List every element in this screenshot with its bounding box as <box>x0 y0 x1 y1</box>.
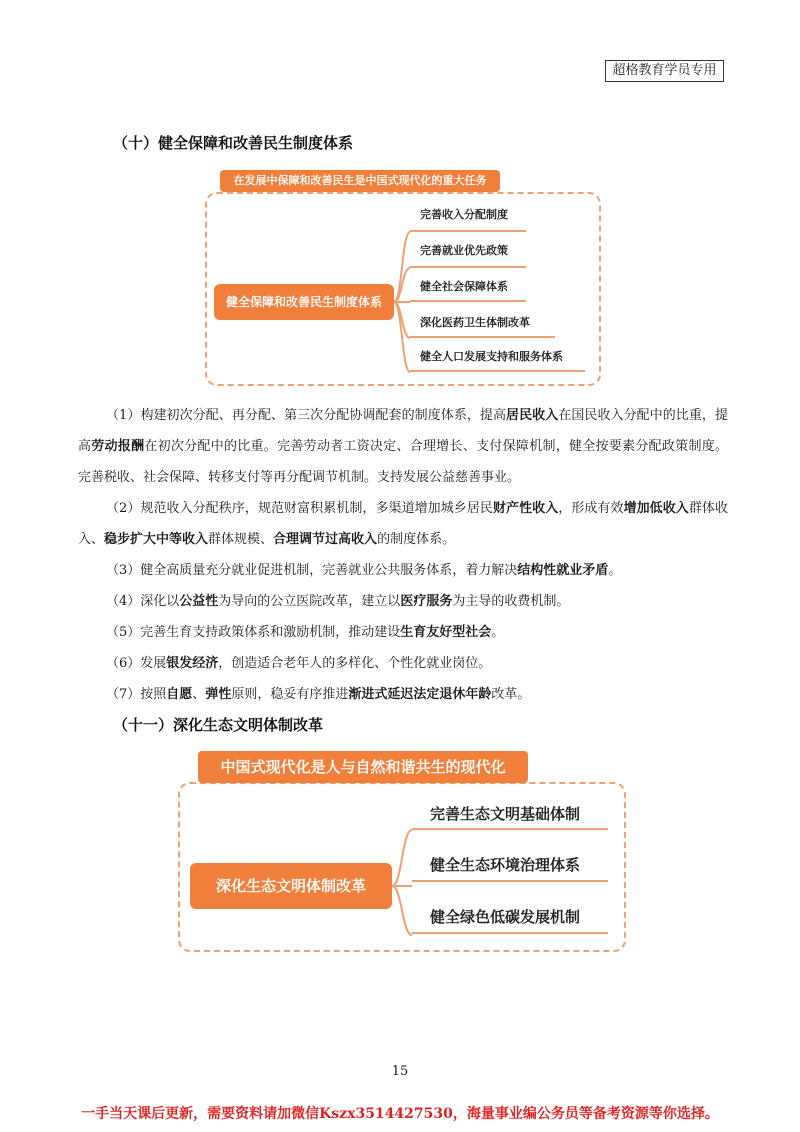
mindmap-item-underline <box>412 880 608 882</box>
mindmap-item: 健全生态环境治理体系 <box>430 856 581 874</box>
section-11-title: （十一）深化生态文明体制改革 <box>113 716 324 734</box>
mindmap-item: 健全绿色低碳发展机制 <box>430 908 581 926</box>
paragraph: （3）健全高质量充分就业促进机制，完善就业公共服务体系，着力解决结构性就业矛盾。 <box>106 563 622 578</box>
mindmap-item-underline <box>412 932 608 934</box>
mindmap-item: 深化医药卫生体制改革 <box>420 316 530 329</box>
bold-term: 自愿 <box>166 687 193 702</box>
paragraph: （2）规范收入分配秩序，规范财富积累机制，多渠道增加城乡居民财产性收入，形成有效增加低收入群体收入、稳步扩大中等收入群体规模、合理调节过高收入的制度体系。 <box>78 501 728 547</box>
mindmap-item-underline <box>412 828 608 830</box>
bold-term: 银发经济 <box>166 656 219 671</box>
bold-term: 弹性 <box>205 687 232 702</box>
bold-term: 劳动报酬 <box>91 439 145 454</box>
paragraph: （4）深化以公益性为导向的公立医院改革，建立以医疗服务为主导的收费机制。 <box>106 594 570 609</box>
mindmap-item: 健全社会保障体系 <box>420 280 508 293</box>
bold-term: 渐进式延迟法定退休年龄 <box>348 687 492 702</box>
paragraph: （1）构建初次分配、再分配、第三次分配协调配套的制度体系，提高居民收入在国民收入分配中的比重，提高劳动报酬在初次分配中的比重。完善劳动者工资决定、合理增长、支付保障机制，健全按要素分配政策制度。完善税收、社会保障、转移支付等再分配调节机制。支持发展公益慈善事业。 <box>78 408 728 485</box>
footer-notice: 一手当天课后更新，需要资料请加微信Kszx3514427530，海量事业编公务员等备考资源等你选择。 <box>81 1106 719 1122</box>
mindmap-item: 完善生态文明基础体制 <box>430 805 581 823</box>
mindmap-tag: 在发展中保障和改善民生是中国式现代化的重大任务 <box>220 170 500 192</box>
bold-term: 生育友好型社会 <box>400 625 492 640</box>
page-number: 15 <box>391 1064 409 1079</box>
paragraph: （7）按照自愿、弹性原则，稳妥有序推进渐进式延迟法定退休年龄改革。 <box>106 687 531 702</box>
mindmap-main-node: 深化生态文明体制改革 <box>190 863 392 909</box>
bold-term: 合理调节过高收入 <box>273 532 378 547</box>
bold-term: 财产性收入 <box>492 501 559 516</box>
mindmap-item: 完善收入分配制度 <box>420 208 508 221</box>
bold-term: 公益性 <box>179 594 219 609</box>
bold-term: 居民收入 <box>506 408 559 423</box>
paragraph: （6）发展银发经济，创造适合老年人的多样化、个性化就业岗位。 <box>106 656 492 671</box>
paragraph: （5）完善生育支持政策体系和激励机制，推动建设生育友好型社会。 <box>106 625 505 640</box>
header-badge: 超格教育学员专用 <box>605 60 724 82</box>
mindmap-main-node: 健全保障和改善民生制度体系 <box>214 284 394 320</box>
mindmap-item: 完善就业优先政策 <box>420 244 508 257</box>
bold-term: 结构性就业矛盾 <box>517 563 609 578</box>
bold-term: 增加低收入 <box>623 501 689 516</box>
bold-term: 稳步扩大中等收入 <box>104 532 209 547</box>
mindmap-item: 健全人口发展支持和服务体系 <box>420 350 563 363</box>
section-10-title: （十）健全保障和改善民生制度体系 <box>113 134 354 152</box>
mindmap-tag: 中国式现代化是人与自然和谐共生的现代化 <box>198 751 528 783</box>
bold-term: 医疗服务 <box>400 594 453 609</box>
